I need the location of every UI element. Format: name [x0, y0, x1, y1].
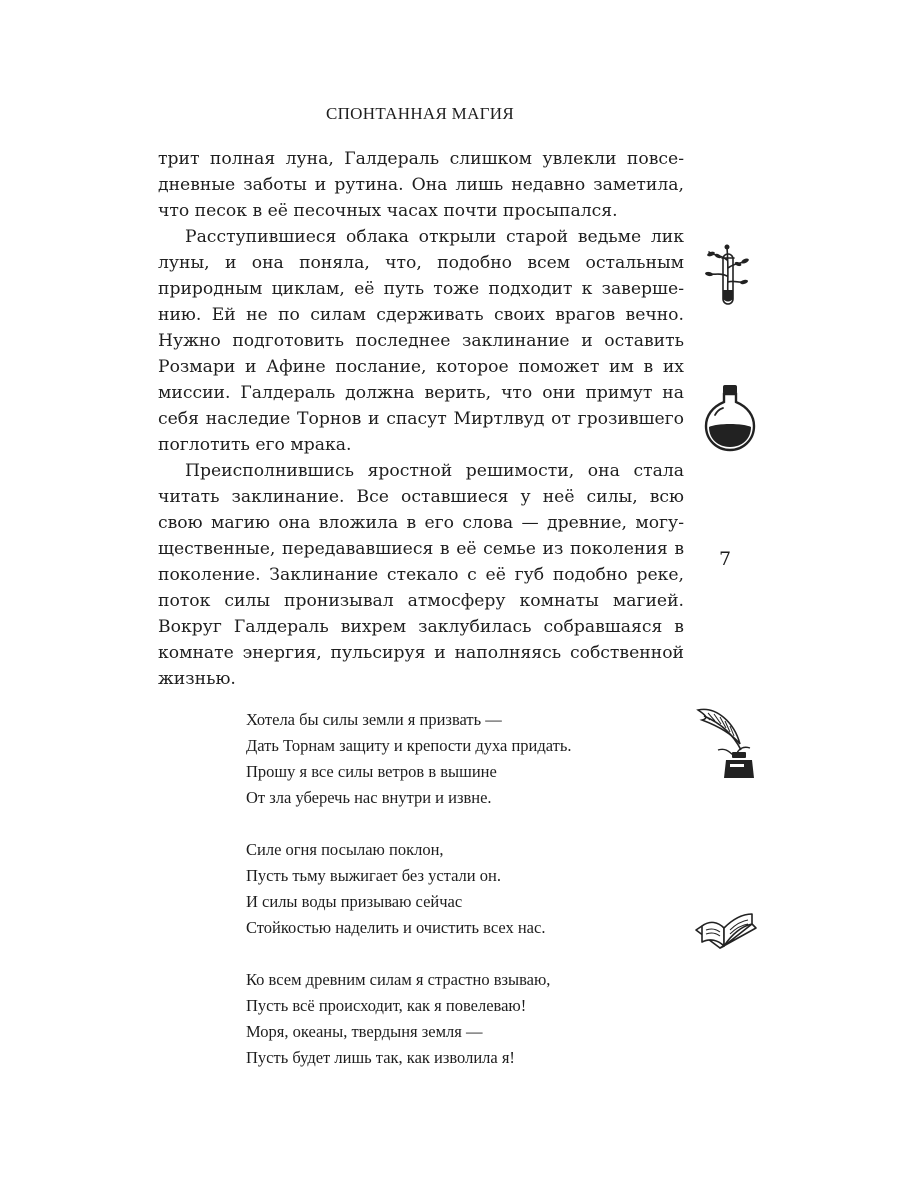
- poem-line: Дать Торнам защиту и крепости духа придать.: [246, 736, 572, 755]
- poem-line: Ко всем древним силам я страстно взываю,: [246, 970, 551, 989]
- poem-line: Прошу я все силы ветров в вышине: [246, 762, 497, 781]
- poem-stanza: [246, 707, 676, 811]
- poem-stanza: [246, 837, 676, 941]
- paragraph: Расступившиеся облака открыли старой ведьме лик луны, и она поняла, что, подобно всем остальным природным циклам, её путь тоже подходит к завершению. Ей не по силам сдерживать своих врагов вечно. Нужно подготовить последнее заклинание и оставить Розмари и Афине послание, которое поможет им в их миссии. Галдераль должна верить, что они примут на себя наследие Торнов и спасут Миртлвуд от грозившего поглотить его мрака.: [158, 227, 684, 455]
- page-number: 7: [719, 548, 732, 570]
- poem-stanza: [246, 967, 676, 1071]
- poem-line: Моря, океаны, твердыня земля —: [246, 1022, 483, 1041]
- poem-line: Пусть будет лишь так, как изволила я!: [246, 1048, 515, 1067]
- running-head: СПОНТАННАЯ МАГИЯ: [325, 104, 515, 123]
- open-book-icon: [694, 908, 758, 954]
- potion-flask-icon: [704, 383, 756, 453]
- paragraph: Преисполнившись яростной решимости, она стала читать заклинание. Все оставшиеся у неё силы, всю свою магию она вложила в его слова — древние, могущественные, передававшиеся в её семье из поколения в поколение. Заклинание стекало с её губ подобно реке, поток силы пронизывал атмосферу комнаты магией. Вокруг Галдераль вихрем заклубилась собравшаяся в комнате энергия, пульсируя и наполняясь собственной жизнью.: [158, 461, 684, 689]
- poem-line: От зла уберечь нас внутри и извне.: [246, 788, 492, 807]
- paragraph: трит полная луна, Галдераль слишком увлекли повседневные заботы и рутина. Она лишь недавно заметила, что песок в её песочных часах почти просыпался.: [158, 149, 684, 221]
- poem-line: И силы воды призываю сейчас: [246, 892, 463, 911]
- quill-inkwell-icon: [694, 704, 758, 780]
- poem-line: Пусть тьму выжигает без устали он.: [246, 866, 501, 885]
- poem-line: Хотела бы силы земли я призвать —: [246, 710, 502, 729]
- poem-line: Стойкостью наделить и очистить всех нас.: [246, 918, 546, 937]
- poem-line: Силе огня посылаю поклон,: [246, 840, 444, 859]
- herb-vial-icon: [700, 240, 756, 310]
- spell-poem: [246, 707, 676, 1097]
- poem-line: Пусть всё происходит, как я повелеваю!: [246, 996, 527, 1015]
- prose-text: [158, 146, 684, 692]
